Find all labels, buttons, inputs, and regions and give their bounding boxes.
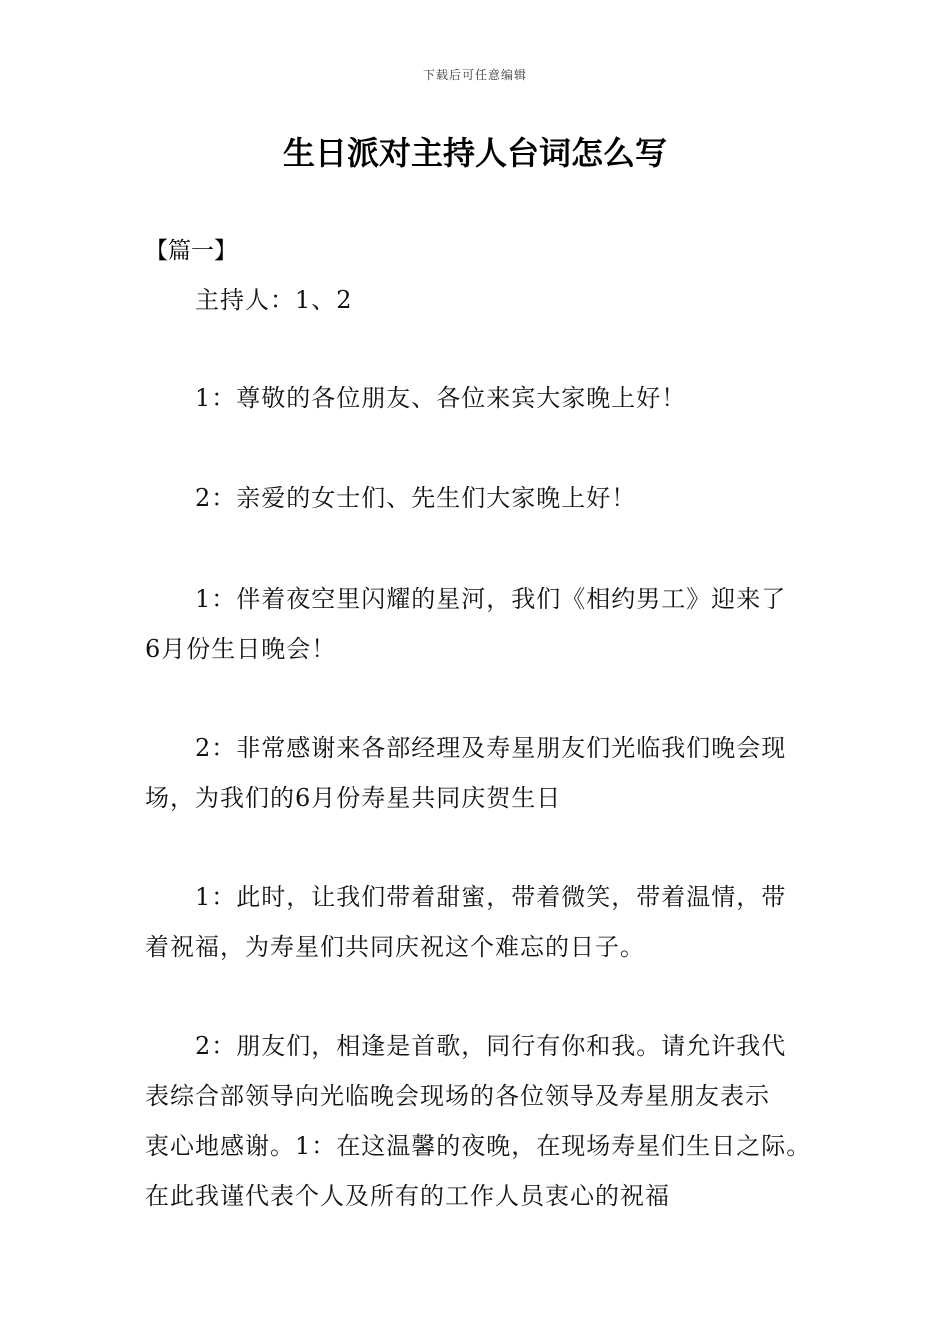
paragraph-text: 场，为我们的6月份寿星共同庆贺生日 bbox=[145, 784, 562, 812]
paragraph-text: 衷心地感谢。1：在这温馨的夜晚，在现场寿星们生日之际。 bbox=[145, 1132, 812, 1160]
paragraph-text: 1：伴着夜空里闪耀的星河，我们《相约男工》迎来了 bbox=[195, 585, 787, 613]
paragraph-text: 2：非常感谢来各部经理及寿星朋友们光临我们晚会现 bbox=[195, 734, 787, 762]
paragraph-text: 6月份生日晚会！ bbox=[145, 635, 337, 663]
header-note: 下载后可任意编辑 bbox=[422, 68, 527, 82]
paragraph-text: 主持人：1、2 bbox=[195, 286, 353, 314]
paragraph-hosts bbox=[145, 275, 835, 325]
paragraph-text: 着祝福，为寿星们共同庆祝这个难忘的日子。 bbox=[145, 933, 645, 961]
document-title: 生日派对主持人台词怎么写 bbox=[282, 134, 667, 172]
paragraph bbox=[145, 373, 835, 423]
paragraph-text: 1：尊敬的各位朋友、各位来宾大家晚上好！ bbox=[195, 384, 687, 412]
paragraph-text: 2：亲爱的女士们、先生们大家晚上好！ bbox=[195, 484, 637, 512]
paragraph-text: 表综合部领导向光临晚会现场的各位领导及寿星朋友表示 bbox=[145, 1082, 770, 1110]
paragraph-text: 2：朋友们，相逢是首歌，同行有你和我。请允许我代 bbox=[195, 1032, 787, 1060]
paragraph-text: 1：此时，让我们带着甜蜜，带着微笑，带着温情，带 bbox=[195, 883, 787, 911]
paragraph bbox=[145, 723, 835, 823]
paragraph bbox=[145, 1021, 835, 1221]
paragraph bbox=[145, 473, 835, 523]
paragraph bbox=[145, 872, 835, 972]
section-label: 【篇一】 bbox=[145, 238, 237, 264]
paragraph-text: 在此我谨代表个人及所有的工作人员衷心的祝福 bbox=[145, 1182, 670, 1210]
paragraph bbox=[145, 574, 835, 674]
